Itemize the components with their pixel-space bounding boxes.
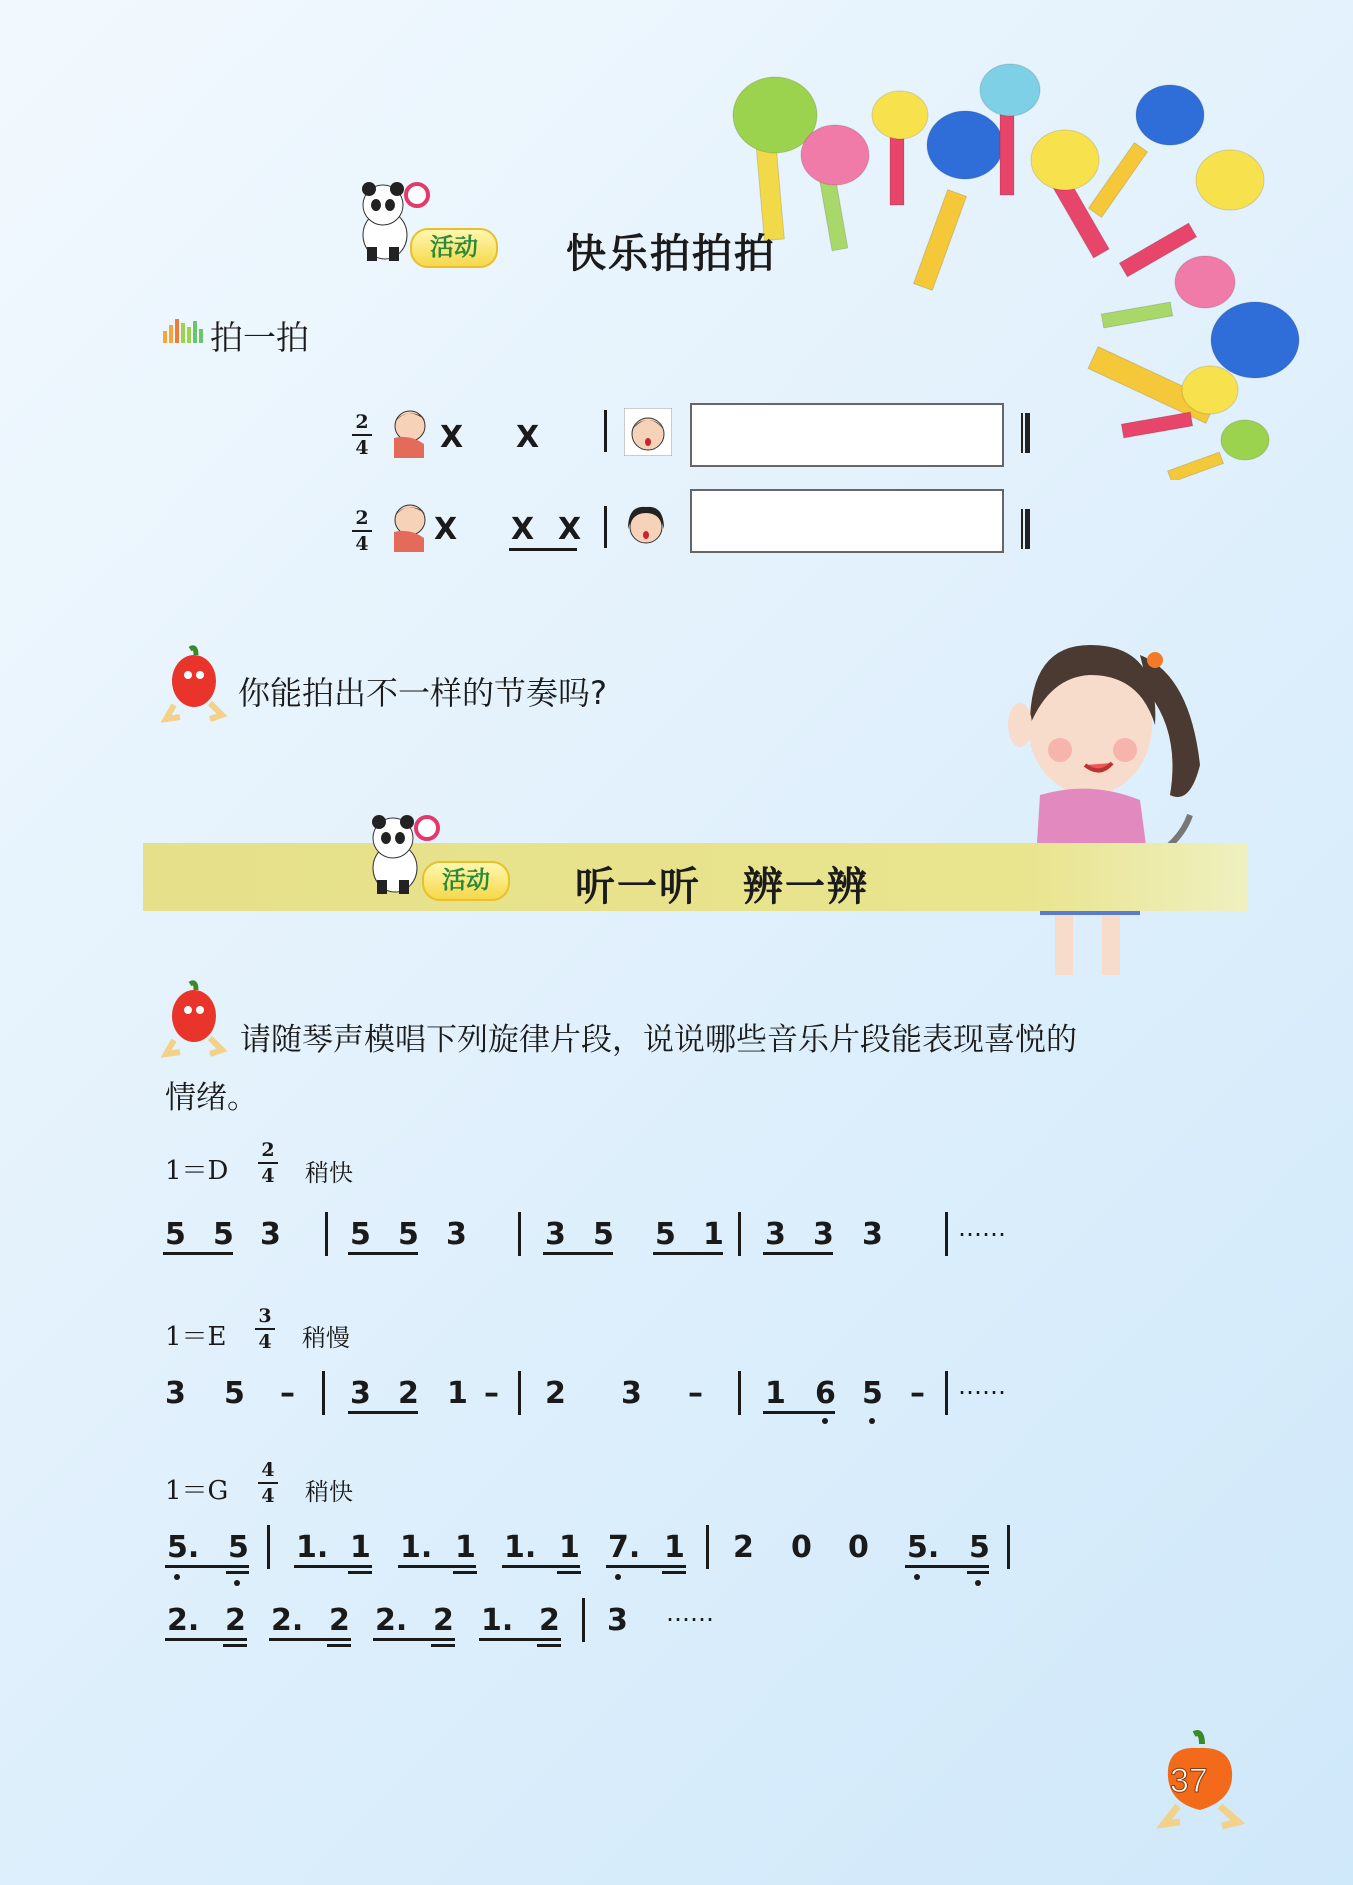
beam — [509, 548, 577, 551]
note: 1 — [664, 1530, 685, 1565]
note: 2 — [398, 1376, 419, 1411]
rhythm-note: X — [434, 512, 458, 547]
low-octave-dot — [975, 1580, 981, 1586]
beam — [223, 1644, 247, 1647]
note: 5 — [224, 1376, 245, 1411]
note: 5 — [398, 1217, 419, 1252]
note: – — [910, 1376, 925, 1411]
beam — [662, 1571, 686, 1574]
beam — [905, 1565, 989, 1568]
tempo-marking: 稍快 — [305, 1159, 353, 1187]
bar-line — [738, 1371, 741, 1415]
note: 3 — [621, 1376, 642, 1411]
note: 3 — [446, 1217, 467, 1252]
activity-title: 快乐拍拍拍 — [566, 231, 776, 277]
answer-box[interactable] — [690, 403, 1004, 467]
note: 1. — [504, 1530, 537, 1565]
continuation-dots: …… — [958, 1214, 1006, 1242]
girl-face-icon — [624, 408, 672, 460]
note: 1. — [296, 1530, 329, 1565]
bar-line — [945, 1371, 948, 1415]
note: 2 — [733, 1530, 754, 1565]
note: 3 — [607, 1603, 628, 1638]
answer-box[interactable] — [690, 489, 1004, 553]
low-octave-dot — [869, 1418, 875, 1424]
time-signature: 3 4 — [255, 1306, 275, 1352]
note: 0 — [791, 1530, 812, 1565]
bar-line — [604, 410, 607, 452]
rhythm-note: X — [558, 512, 582, 547]
end-barline — [1021, 509, 1030, 549]
note: 2 — [329, 1603, 350, 1638]
note: 2. — [167, 1603, 200, 1638]
bar-line — [738, 1212, 741, 1256]
rhythm-note: X — [440, 420, 464, 455]
time-signature: 2 4 — [258, 1140, 278, 1186]
note: 3 — [165, 1376, 186, 1411]
beam — [606, 1565, 686, 1568]
note: 7. — [608, 1530, 641, 1565]
note: 1 — [447, 1376, 468, 1411]
beam — [348, 1411, 418, 1414]
bar-line — [1007, 1525, 1010, 1569]
bar-line — [325, 1212, 328, 1256]
beam — [453, 1571, 477, 1574]
note: 1 — [703, 1217, 724, 1252]
key-signature: 1＝G — [165, 1476, 229, 1506]
note: 1 — [559, 1530, 580, 1565]
note: 5 — [213, 1217, 234, 1252]
note: 3 — [765, 1217, 786, 1252]
page-number: 37 — [1170, 1762, 1208, 1800]
rhythm-note: X — [516, 420, 540, 455]
low-octave-dot — [174, 1574, 180, 1580]
end-barline — [1021, 413, 1030, 453]
note: 2 — [433, 1603, 454, 1638]
time-signature: 2 4 — [352, 508, 372, 554]
key-signature: 1＝E — [165, 1322, 227, 1352]
note: 5 — [862, 1376, 883, 1411]
beam — [327, 1644, 351, 1647]
pepper-mascot-icon — [160, 980, 230, 1064]
note: 5 — [228, 1530, 249, 1565]
beam — [479, 1638, 561, 1641]
note: 5 — [593, 1217, 614, 1252]
continuation-dots: …… — [958, 1372, 1006, 1400]
beam — [967, 1571, 989, 1574]
girl-with-cat-illustration — [990, 615, 1220, 999]
bar-line — [706, 1525, 709, 1569]
note: 2 — [225, 1603, 246, 1638]
note: – — [280, 1376, 295, 1411]
beam — [269, 1638, 351, 1641]
beam — [294, 1565, 372, 1568]
prompt-line-1: 请随琴声模唱下列旋律片段，说说哪些音乐片段能表现喜悦的 — [240, 1022, 1077, 1058]
bar-line — [322, 1371, 325, 1415]
beam — [163, 1252, 233, 1255]
note: 5 — [165, 1217, 186, 1252]
beam — [653, 1252, 723, 1255]
bar-line — [518, 1212, 521, 1256]
note: 2. — [375, 1603, 408, 1638]
note: 2. — [271, 1603, 304, 1638]
note: 1 — [765, 1376, 786, 1411]
beam — [763, 1252, 833, 1255]
note: 3 — [350, 1376, 371, 1411]
note: 1. — [481, 1603, 514, 1638]
note: 0 — [848, 1530, 869, 1565]
note: 5 — [350, 1217, 371, 1252]
note: 5 — [969, 1530, 990, 1565]
beam — [502, 1565, 580, 1568]
bar-line — [604, 506, 607, 548]
beam — [226, 1571, 249, 1574]
low-octave-dot — [615, 1574, 621, 1580]
girl-face-icon — [624, 503, 668, 551]
note: 1. — [400, 1530, 433, 1565]
time-signature: 2 4 — [352, 412, 372, 458]
note: 5 — [655, 1217, 676, 1252]
key-signature: 1＝D — [165, 1156, 229, 1186]
beam — [348, 1252, 418, 1255]
beam — [398, 1565, 476, 1568]
note: 3 — [260, 1217, 281, 1252]
tempo-marking: 稍慢 — [302, 1324, 350, 1352]
activity-title: 听一听 辨一辨 — [575, 864, 869, 910]
beam — [537, 1644, 561, 1647]
beam — [348, 1571, 372, 1574]
equalizer-icon — [163, 315, 207, 347]
low-octave-dot — [234, 1580, 240, 1586]
boy-avatar-icon — [388, 502, 428, 556]
activity-tag: 活动 — [410, 228, 498, 268]
note: 3 — [813, 1217, 834, 1252]
beam — [431, 1644, 455, 1647]
question-text: 你能拍出不一样的节奏吗? — [238, 674, 607, 712]
beam — [165, 1565, 249, 1568]
beam — [373, 1638, 455, 1641]
note: 3 — [862, 1217, 883, 1252]
low-octave-dot — [914, 1574, 920, 1580]
boy-avatar-icon — [388, 408, 428, 462]
prompt-line-2: 情绪。 — [165, 1080, 258, 1116]
note: – — [688, 1376, 703, 1411]
note: 2 — [539, 1603, 560, 1638]
note: 3 — [545, 1217, 566, 1252]
bar-line — [267, 1525, 270, 1569]
pepper-mascot-icon — [160, 645, 230, 729]
beam — [543, 1252, 613, 1255]
bar-line — [518, 1371, 521, 1415]
note: 2 — [545, 1376, 566, 1411]
beam — [763, 1411, 835, 1414]
tempo-marking: 稍快 — [305, 1478, 353, 1506]
rhythm-note: X — [511, 512, 535, 547]
low-octave-dot — [822, 1418, 828, 1424]
note: 5. — [907, 1530, 940, 1565]
bar-line — [945, 1212, 948, 1256]
time-signature: 4 4 — [258, 1460, 278, 1506]
note: 6 — [815, 1376, 836, 1411]
activity-tag: 活动 — [422, 861, 510, 901]
note: – — [484, 1376, 499, 1411]
beam — [165, 1638, 247, 1641]
beam — [557, 1571, 581, 1574]
bar-line — [582, 1598, 585, 1642]
clap-label: 拍一拍 — [210, 318, 309, 357]
continuation-dots: …… — [666, 1599, 714, 1627]
note: 5. — [167, 1530, 200, 1565]
note: 1 — [350, 1530, 371, 1565]
note: 1 — [455, 1530, 476, 1565]
